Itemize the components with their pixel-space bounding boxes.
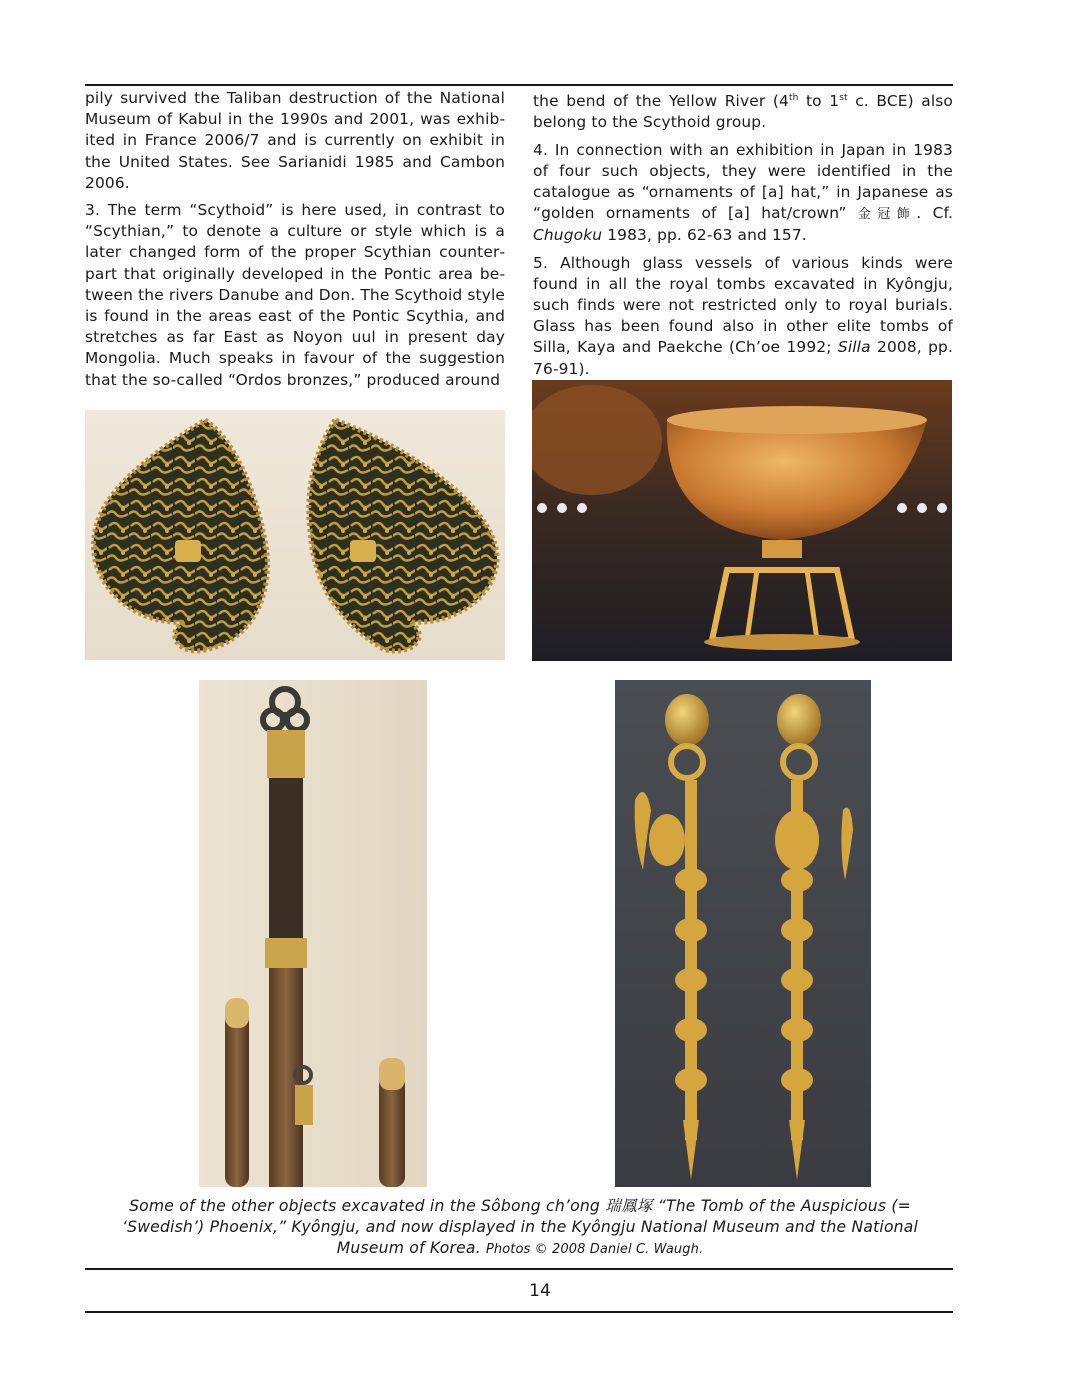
photo-credit: Photos © 2008 Daniel C. Waugh. [485,1242,704,1258]
right-paragraph-1: the bend of the Yellow River (4th to 1st c. BCE) also belong to the Scythoid group. [533,92,953,132]
left-paragraph-1: pily survived the Taliban destruction of the National Museum of Kabul in the 1990s and 2001, was exhibited in France 2006/7 and is currently on exhibit in the United States. See Sarianidi 1985 and Cambon 2006. [85,89,505,192]
photo-openwork-ornaments [85,410,505,660]
caption-text: Some of the other objects excavated in the Sôbong ch’ong 瑞鳳塚 “The Tomb of the Auspicious (= ‘Swedish’) Phoenix,” Kyôngju, and now displayed in the Kyôngju National Museum and the National Museum of Korea. [121,1197,919,1258]
footer-rule-top [85,1268,953,1270]
footer-rule-bottom [85,1311,953,1313]
left-paragraph-note-3: 3. The term “Scythoid” is here used, in contrast to “Scythian,” to denote a culture or style which is a later changed form of the proper Scythian counterpart that originally developed in the Pontic area between the rivers Danube and Don. The Scythoid style is found in the areas east of the Pontic Scythia, and stretches as far East as Noyon uul in present day Mongolia. Much speaks in favour of the suggestion that the so-called “Ordos bronzes,” produced around [85,201,505,389]
figure-caption [120,1196,920,1261]
photo-sword-fittings [199,680,427,1187]
right-paragraph-note-5: 5. Although glass vessels of various kinds were found in all the royal tombs excavated in Kyôngju, such finds were not restricted only to royal burials. Glass has been found also in other elite tombs of Silla, Kaya and Paekche (Ch’oe 1992; Silla 2008, pp. 76-91). [533,253,953,378]
right-text-column [533,88,953,386]
left-text-column [85,88,505,397]
page-number: 14 [529,1281,551,1301]
photo-gold-earrings [615,680,871,1187]
top-rule [85,84,953,86]
photo-gold-stem-cup [532,380,952,661]
right-paragraph-note-4: 4. In connection with an exhibition in Japan in 1983 of four such objects, they were identified in the catalogue as “ornaments of [a] hat,” in Japanese as “golden ornaments of [a] hat/crown” 金冠飾. Cf. Chugoku 1983, pp. 62-63 and 157. [533,140,953,245]
